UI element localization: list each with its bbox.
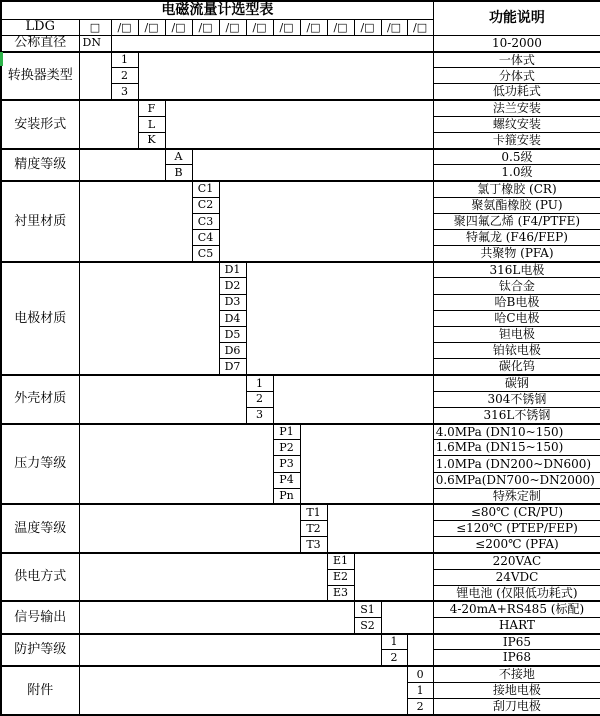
spacer-cell <box>79 262 219 375</box>
option-row <box>1 504 600 520</box>
model-slot: /□ <box>219 19 246 35</box>
option-desc: 一体式 <box>433 52 600 68</box>
category-label: 转换器类型 <box>1 52 79 101</box>
spacer-cell <box>79 100 138 149</box>
category-label: 安装形式 <box>1 100 79 149</box>
option-desc: 4.0MPa (DN10~150) <box>433 424 600 440</box>
spacer-cell <box>300 424 433 505</box>
function-desc-header: 功能说明 <box>433 1 600 35</box>
category-label: 附件 <box>1 666 79 715</box>
spacer-cell <box>79 504 300 553</box>
option-desc: 哈B电极 <box>433 294 600 310</box>
artifact-green-mark <box>0 52 3 66</box>
page-title: 电磁流量计选型表 <box>1 1 433 19</box>
option-desc: 316L电极 <box>433 262 600 278</box>
option-code: A <box>165 149 192 165</box>
model-box-placeholder: □ <box>79 19 111 35</box>
option-code: 2 <box>381 650 407 666</box>
option-row <box>1 424 600 440</box>
option-code: P2 <box>273 440 300 456</box>
spacer-cell <box>79 52 111 101</box>
model-prefix: LDG <box>1 19 79 35</box>
option-code: T2 <box>300 521 327 537</box>
option-desc: 1.0级 <box>433 165 600 181</box>
spacer-cell <box>381 601 433 633</box>
option-code: S1 <box>354 601 381 617</box>
category-label: 公称直径 <box>1 35 79 51</box>
option-row <box>1 375 600 391</box>
option-code: T1 <box>300 504 327 520</box>
spacer-cell <box>165 100 433 149</box>
option-desc: IP65 <box>433 634 600 650</box>
option-code: T3 <box>300 537 327 553</box>
option-code: 1 <box>381 634 407 650</box>
option-row <box>1 181 600 197</box>
option-row <box>1 52 600 68</box>
option-row <box>1 149 600 165</box>
option-code: P4 <box>273 472 300 488</box>
option-desc: 低功耗式 <box>433 84 600 100</box>
spacer-cell <box>354 553 433 602</box>
title-row <box>1 1 600 19</box>
model-slot: /□ <box>273 19 300 35</box>
option-desc: 哈C电极 <box>433 310 600 326</box>
spacer-cell <box>219 181 433 262</box>
option-code: P1 <box>273 424 300 440</box>
category-label: 温度等级 <box>1 504 79 553</box>
spacer-cell <box>79 553 327 602</box>
option-code: D2 <box>219 278 246 294</box>
spacer-cell <box>79 424 273 505</box>
nominal-diameter-row <box>1 35 600 51</box>
spacer-cell <box>79 601 354 633</box>
option-desc: 氯丁橡胶 (CR) <box>433 181 600 197</box>
option-desc: 1.0MPa (DN200~DN600) <box>433 456 600 472</box>
option-code: E3 <box>327 585 354 601</box>
spacer-cell <box>407 634 433 666</box>
option-code: C1 <box>192 181 219 197</box>
option-code: D6 <box>219 343 246 359</box>
category-label: 电极材质 <box>1 262 79 375</box>
model-slot: /□ <box>300 19 327 35</box>
category-label: 衬里材质 <box>1 181 79 262</box>
option-desc: 特氟龙 (F46/FEP) <box>433 229 600 245</box>
option-desc: 0.5级 <box>433 149 600 165</box>
option-code: F <box>138 100 165 116</box>
option-desc: 聚四氟乙烯 (F4/PTFE) <box>433 213 600 229</box>
spacer-cell <box>273 375 433 424</box>
spacer-cell <box>138 52 433 101</box>
option-code: E2 <box>327 569 354 585</box>
option-code: 2 <box>246 391 273 407</box>
option-desc: 法兰安装 <box>433 100 600 116</box>
option-code: 0 <box>407 666 433 682</box>
model-slot: /□ <box>407 19 433 35</box>
option-code: B <box>165 165 192 181</box>
option-code: L <box>138 116 165 132</box>
option-code: 1 <box>407 682 433 698</box>
option-code: P3 <box>273 456 300 472</box>
option-code: 2 <box>407 698 433 715</box>
option-desc: 不接地 <box>433 666 600 682</box>
model-slot: /□ <box>246 19 273 35</box>
spacer-cell <box>79 666 407 715</box>
option-desc: IP68 <box>433 650 600 666</box>
option-desc: 316L不锈钢 <box>433 407 600 423</box>
option-desc: ≤80℃ (CR/PU) <box>433 504 600 520</box>
option-row <box>1 100 600 116</box>
option-row <box>1 666 600 682</box>
spacer-cell <box>79 149 165 181</box>
option-desc: 24VDC <box>433 569 600 585</box>
option-desc: 刮刀电极 <box>433 698 600 715</box>
spacer-cell <box>192 149 433 181</box>
option-row <box>1 634 600 650</box>
option-row <box>1 601 600 617</box>
category-label: 外壳材质 <box>1 375 79 424</box>
category-label: 压力等级 <box>1 424 79 505</box>
option-desc: HART <box>433 618 600 634</box>
option-code: 2 <box>111 68 138 84</box>
option-desc: 铂铱电极 <box>433 343 600 359</box>
option-desc: 锂电池 (仅限低功耗式) <box>433 585 600 601</box>
model-slot: /□ <box>165 19 192 35</box>
model-slot: /□ <box>192 19 219 35</box>
option-code: D7 <box>219 359 246 375</box>
option-desc: 卡箍安装 <box>433 132 600 148</box>
model-slot: /□ <box>111 19 138 35</box>
option-code: 1 <box>246 375 273 391</box>
option-desc: 钛合金 <box>433 278 600 294</box>
option-desc: 220VAC <box>433 553 600 569</box>
option-code: C4 <box>192 229 219 245</box>
option-desc: 螺纹安装 <box>433 116 600 132</box>
option-code: D3 <box>219 294 246 310</box>
option-desc: ≤200℃ (PFA) <box>433 537 600 553</box>
model-slot: /□ <box>354 19 381 35</box>
category-label: 精度等级 <box>1 149 79 181</box>
option-desc: 1.6MPa (DN15~150) <box>433 440 600 456</box>
option-code: 3 <box>111 84 138 100</box>
spacer-cell <box>327 504 433 553</box>
model-slot: /□ <box>327 19 354 35</box>
option-desc: 特殊定制 <box>433 488 600 504</box>
option-desc: 共聚物 (PFA) <box>433 246 600 262</box>
option-code: K <box>138 132 165 148</box>
option-desc: 钽电极 <box>433 326 600 342</box>
model-slot: /□ <box>381 19 407 35</box>
option-row <box>1 553 600 569</box>
option-code: D5 <box>219 326 246 342</box>
option-code: C2 <box>192 197 219 213</box>
spacer-cell <box>79 634 381 666</box>
option-code: D4 <box>219 310 246 326</box>
option-desc: 接地电极 <box>433 682 600 698</box>
model-slot: /□ <box>138 19 165 35</box>
option-code: C3 <box>192 213 219 229</box>
category-label: 信号输出 <box>1 601 79 633</box>
option-desc: 碳化钨 <box>433 359 600 375</box>
option-code: 1 <box>111 52 138 68</box>
option-code: E1 <box>327 553 354 569</box>
option-desc: 碳钢 <box>433 375 600 391</box>
option-desc: 0.6MPa(DN700~DN2000) <box>433 472 600 488</box>
category-label: 防护等级 <box>1 634 79 666</box>
spacer-cell <box>246 262 433 375</box>
spacer-cell <box>79 181 192 262</box>
option-code: Pn <box>273 488 300 504</box>
option-desc: 分体式 <box>433 68 600 84</box>
option-desc: 304不锈钢 <box>433 391 600 407</box>
option-code: S2 <box>354 618 381 634</box>
option-desc: 4-20mA+RS485 (标配) <box>433 601 600 617</box>
spacer-cell <box>111 35 433 51</box>
option-code: D1 <box>219 262 246 278</box>
option-desc: ≤120℃ (PTEP/FEP) <box>433 521 600 537</box>
option-code: 3 <box>246 407 273 423</box>
option-row <box>1 262 600 278</box>
option-desc: 10-2000 <box>433 35 600 51</box>
category-label: 供电方式 <box>1 553 79 602</box>
option-code: C5 <box>192 246 219 262</box>
option-code: DN <box>79 35 111 51</box>
option-desc: 聚氨酯橡胶 (PU) <box>433 197 600 213</box>
spacer-cell <box>79 375 246 424</box>
